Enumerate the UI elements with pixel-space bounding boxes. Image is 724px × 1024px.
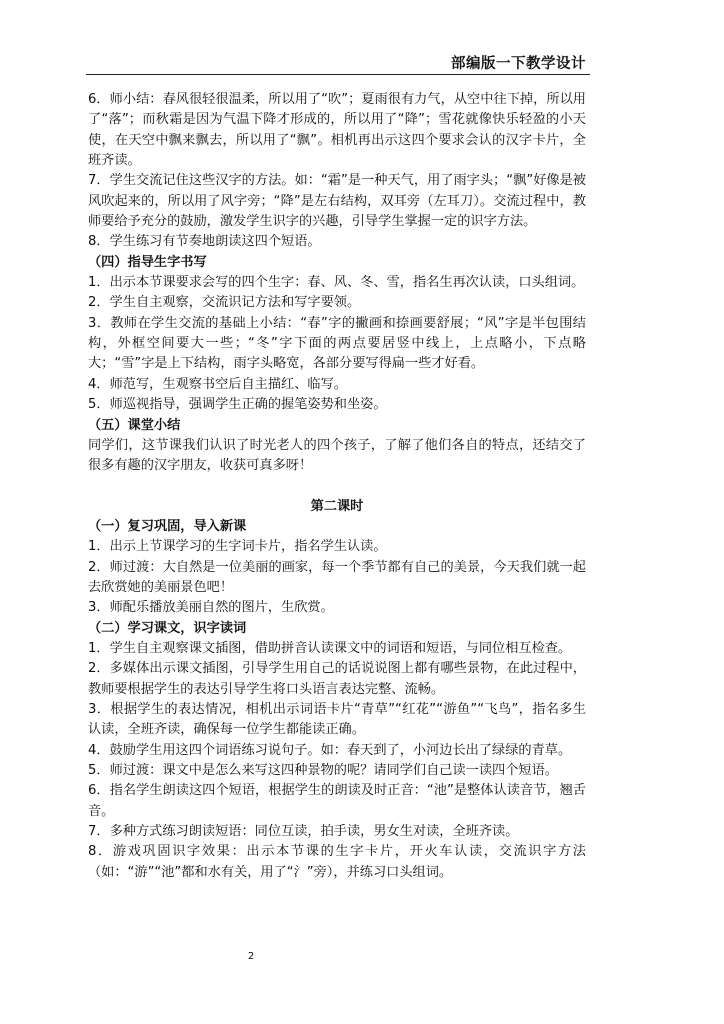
paragraph: 8．游戏巩固识字效果：出示本节课的生字卡片，开火车认读，交流识字方法（如：“游”“池”都和水有关，用了“氵”旁），并练习口头组词。	[88, 844, 586, 880]
paragraph: 2．多媒体出示课文插图，引导学生用自己的话说说图上都有哪些景物，在此过程中，教师要根据学生的表达引导学生将口头语言表达完整、流畅。	[88, 661, 586, 697]
document-body	[88, 90, 586, 883]
section-heading: （五）课堂小结	[88, 417, 181, 433]
page-header-title: 部编版一下教学设计	[451, 56, 586, 72]
section-heading: （四）指导生字书写	[88, 254, 207, 270]
paragraph: 1．出示上节课学习的生字词卡片，指名学生认读。	[88, 539, 387, 555]
paragraph: 7．学生交流记住这些汉字的方法。如：“霜”是一种天气，用了雨字头；“飘”好像是被风吹起来的，所以用了风字旁；“降”是左右结构，双耳旁（左耳刀）。交流过程中，教师要给予充分的鼓励，激发学生识字的兴趣，引导学生掌握一定的识字方法。	[88, 173, 586, 230]
paragraph: 1．出示本节课要求会写的四个生字：春、风、冬、雪，指名生再次认读，口头组词。	[88, 275, 585, 291]
paragraph: 8．学生练习有节奏地朗读这四个短语。	[88, 234, 321, 250]
page-number: 2	[247, 951, 255, 962]
paragraph: 7．多种方式练习朗读短语：同位互读，拍手读，男女生对读，全班齐读。	[88, 824, 519, 840]
paragraph: 1．学生自主观察课文插图，借助拼音认读课文中的词语和短语，与同位相互检查。	[88, 640, 572, 656]
paragraph: 2．师过渡：大自然是一位美丽的画家，每一个季节都有自己的美景，今天我们就一起去欣赏她的美丽景色吧！	[88, 559, 586, 595]
paragraph: 3．根据学生的表达情况，相机出示词语卡片“青草”“红花”“游鱼”“飞鸟”，指名多生认读，全班齐读，确保每一位学生都能读正确。	[88, 701, 586, 738]
section-heading: （一）复习巩固，导入新课	[88, 518, 247, 534]
lesson-title: 第二课时	[310, 498, 364, 514]
paragraph: 3．师配乐播放美丽自然的图片，生欣赏。	[88, 600, 334, 616]
header-rule	[86, 74, 590, 75]
paragraph: 5．师巡视指导，强调学生正确的握笔姿势和坐姿。	[88, 397, 387, 413]
paragraph: 2．学生自主观察，交流识记方法和写字要领。	[88, 295, 361, 311]
paragraph: 同学们，这节课我们认识了时光老人的四个孩子，了解了他们各自的特点，还结交了很多有趣的汉字朋友，收获可真多呀！	[88, 437, 586, 474]
section-heading: （二）学习课文，识字读词	[88, 620, 247, 636]
paragraph: 6．指名学生朗读这四个短语，根据学生的朗读及时正音：“池”是整体认读音节，翘舌音。	[88, 783, 586, 819]
paragraph: 6．师小结：春风很轻很温柔，所以用了“吹”；夏雨很有力气，从空中往下掉，所以用了“落”；而秋霜是因为气温下降才形成的，所以用了“降”；雪花就像快乐轻盈的小天使，在天空中飘来飘去，所以用了“飘”。相机再出示这四个要求会认的汉字卡片，全班齐读。	[88, 92, 586, 169]
paragraph: 4．鼓励学生用这四个词语练习说句子。如：春天到了，小河边长出了绿绿的青草。	[88, 742, 572, 758]
paragraph: 5．师过渡：课文中是怎么来写这四种景物的呢？请同学们自己读一读四个短语。	[88, 763, 558, 778]
paragraph: 4．师范写，生观察书空后自主描红、临写。	[88, 376, 347, 392]
paragraph: 3．教师在学生交流的基础上小结：“春”字的撇画和捺画要舒展；“风”字是半包围结构，外框空间要大一些；“冬”字下面的两点要居竖中线上，上点略小，下点略大；“雪”字是上下结构，雨字头略宽，各部分要写得扁一些才好看。	[88, 315, 586, 372]
